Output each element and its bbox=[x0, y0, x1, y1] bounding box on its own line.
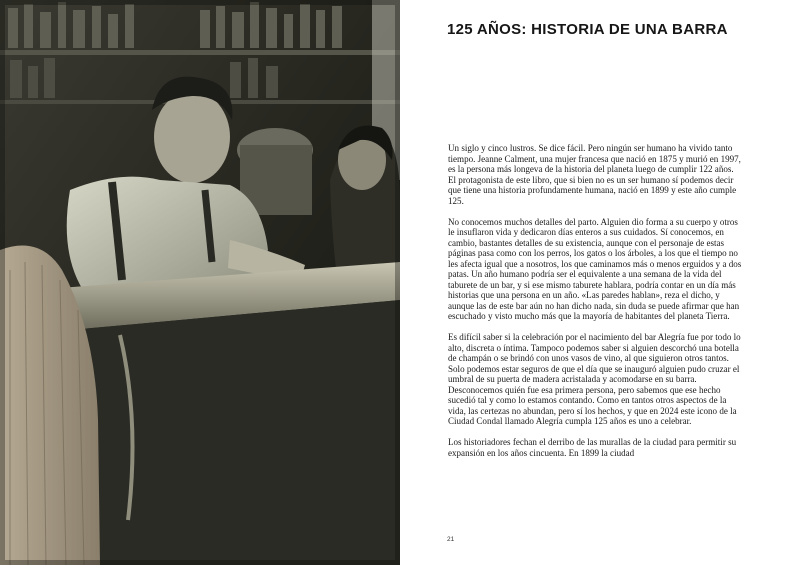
paragraph: Es difícil saber si la celebración por el nacimiento del bar Alegría fue por todo lo alto, discreta o íntima. Tampoco podemos saber si alguien descorchó una botella de champán o se brindó con unos vasos de vino, al que siguieron otros tantos. Solo podemos estar seguros de que el día que se inauguró alguien pudo cruzar el umbral de su puerta de madera acristalada y acomodarse en su barra. Desconocemos quién fue esa primera persona, pero sabemos que ese hecho sucedió tal y como lo estamos contando. Como en tantos otros aspectos de la vida, las certezas no abundan, pero sí los hechos, y que en 2024 este icono de la Ciudad Condal llamado Alegría cumpla 125 años es uno a celebrar. bbox=[448, 332, 741, 426]
text-page bbox=[400, 0, 800, 565]
page-title: 125 AÑOS: HISTORIA DE UNA BARRA bbox=[447, 21, 728, 38]
body-text bbox=[448, 143, 743, 469]
page-number: 21 bbox=[447, 536, 455, 543]
paragraph: Los historiadores fechan el derribo de las murallas de la ciudad para permitir su expansión en los años cincuenta. En 1899 la ciudad bbox=[448, 437, 737, 458]
paragraph: No conocemos muchos detalles del parto. Alguien dio forma a su cuerpo y otros le insuflaron vida y dedicaron días enteros a sus cuidados. Sí conocemos, en cambio, bastantes detalles de su existencia, aunque con el personaje de estas páginas pasa como con los perros, los gatos o los árboles, a los que el tiempo no les afecta igual que a nosotros, los que caminamos más o menos erguidos y a dos patas. Un año humano podría ser el equivalente a una semana de la vida del taburete de un bar, y si ese mismo taburete hablara, podría contar en un día más historias que una persona en un año. «Las paredes hablan», reza el dicho, y aunque las de este bar aún no han dicho nada, sin duda se puede afirmar que han escuchado y visto mucho más que la mayoría de habitantes del planeta Tierra. bbox=[448, 216, 742, 321]
paragraph: Un siglo y cinco lustros. Se dice fácil. Pero ningún ser humano ha vivido tanto tiempo. Jeanne Calment, una mujer francesa que nació en 1875 y murió en 1997, es la persona más longeva de la historia del planeta luego de cumplir 122 años. El protagonista de este libro, que si bien no es un ser humano sí podemos decir que tiene una historia profundamente humana, nació en 1899 y este año cumple 125. bbox=[448, 143, 741, 206]
